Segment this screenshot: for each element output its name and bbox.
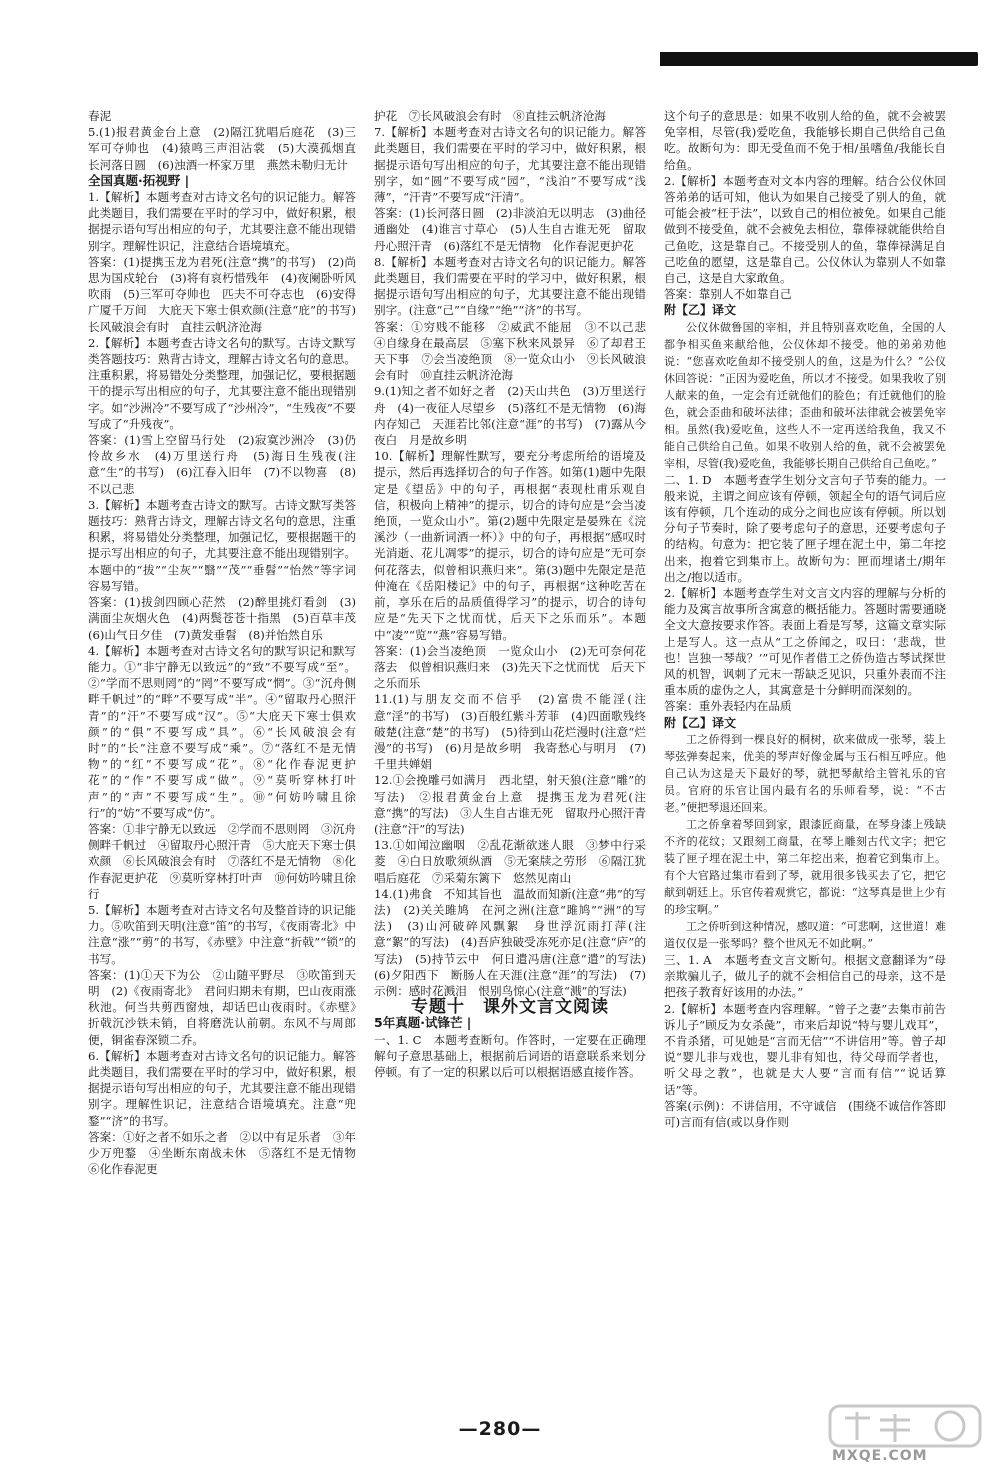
paragraph: 9.(1)知之者不如好之者 (2)天山共色 (3)万里送行舟 (4)一夜征人尽望乡 (5)落红不是无情物 (6)海内存知己 天涯若比邻(注意“涯”的书写) (7)露从今夜白 月是故乡明	[374, 384, 646, 448]
column-middle	[374, 108, 658, 1448]
page-number: —280—	[458, 1418, 542, 1440]
paragraph: 2.【解析】本题考查对文本内容的理解。结合公仪休回答弟弟的话可知，他认为如果自己接受了别人的鱼，就可能会被“枉于法”，以致自己的相位被免。如果自己能做到不接受鱼，就不会被免去相位，靠俸禄就能供给自己鱼吃，这是靠自己。不接受别人的鱼，靠俸禄满足自己吃鱼的愿望，这是靠自己。公仪休认为靠别人不如靠自己，这是自大家敢鱼。	[664, 173, 946, 286]
paragraph: 13.①如闻泣幽咽 ②乱花渐欲迷人眼 ③梦中行采菱 ④白日放歌须纵酒 ⑤无案牍之劳形 ⑥隔江犹唱后庭花 ⑦采菊东篱下 悠然见南山	[374, 838, 646, 885]
answer-paragraph: 答案：(1)长河落日圆 (2)非淡泊无以明志 (3)曲径通幽处 (4)谁言寸草心 (5)人生自古谁无死 留取丹心照汗青 (6)落红不是无情物 化作春泥更护花	[374, 206, 646, 253]
watermark-text: MXQE.COM	[832, 1448, 928, 1464]
answer-paragraph: 答案：(1)提携玉龙为君死(注意“携”的书写) (2)尚思为国戍轮台 (3)将有哀朽惜残年 (4)夜阑卧听风吹雨 (5)三军可夺帅也 匹夫不可夺志也 (6)安得广厦千万间 大庇天下寒士俱欢颜(注意“庇”的书写) 长风破浪会有时 直挂云帆济沧海	[88, 254, 368, 334]
translation-paragraph: 工之侨得到一棵良好的桐树，砍来做成一张琴，装上琴弦弹奏起来，优美的琴声好像金属与玉石相互呼应。他自己认为这是天下最好的琴，就把琴献给主管礼乐的官员。官府的乐官让国内最有名的乐师看琴，说：“不古老。”便把琴退还回来。	[664, 732, 946, 814]
translation-paragraph: 工之侨拿着琴回到家，跟漆匠商量，在琴身漆上残缺不齐的花纹；又跟刻工商量，在琴上雕刻古代文字；把它装了匣子埋在泥土中，第二年挖出来，抱着它到集市上。有个大官路过集市看到了琴，就用很多钱买去了它，把它献到朝廷上。乐官传着观赏它，都说：“这琴真是世上少有的珍宝啊。”	[664, 817, 946, 916]
column-left	[88, 108, 368, 1448]
translation-paragraph: 公仪休做鲁国的宰相，并且特别喜欢吃鱼，全国的人都争相买鱼来献给他，公仪休却不接受。他的弟弟劝他说：“您喜欢吃鱼却不接受别人的鱼，这是为什么？”公仪休回答说：“正因为爱吃鱼，所以才不接受。如果我收了别人献来的鱼，一定会有迁就他们的脸色；有迁就他们的脸色，就会歪曲和破坏法律；歪曲和破坏法律就会被罢免宰相。虽然(我)爱吃鱼，这些人不一定再送给我鱼，我又不能自己供给自己鱼。如果不收别人给的鱼，就不会被罢免宰相，尽管(我)爱吃鱼，我能够长期自己供给自己鱼吃。”	[664, 320, 946, 470]
header-bar	[660, 52, 978, 66]
section-heading: 5年真题·试锋芒 |	[374, 1015, 472, 1031]
paragraph: 春泥	[88, 109, 112, 123]
translation-heading: 附【乙】译文	[664, 303, 737, 318]
answer-paragraph: 答案：①穷贱不能移 ②威武不能屈 ③不以己悲 ④自缘身在最高层 ⑤塞下秋来风景异 ⑥了却君王天下事 ⑦会当凌绝顶 ⑧一览众山小 ⑨长风破浪会有时 ⑩直挂云帆济沧海	[374, 319, 658, 383]
paragraph: 2.【解析】本题考查内容理解。“曾子之妻”去集市前告诉儿子“顾反为女杀彘”，市来后却说“特与婴儿戏耳”，不肯杀猪，可见她是“言而无信”“不讲信用”等。曾子却说“婴儿非与戏也，婴儿非有知也，待父母而学者也，听父母之教”，也就是大人要“言而有信”“说话算话”等。	[664, 1001, 946, 1097]
answer-paragraph: 答案：①好之者不如乐之者 ②以中有足乐者 ③年少万兜鍪 ④坐断东南战未休 ⑤落红不是无情物 ⑥化作春泥更	[88, 1129, 368, 1177]
paragraph: 二、1. D 本题考查学生划分文言句子节奏的能力。一般来说，主谓之间应该有停顿，领起全句的语气词后应该有停顿，几个连动的成分之间也应该有停顿。所以划分句子节奏时，除了要考虑句子的意思，还要考虑句子的结构。句意为：把它装了匣子埋在泥土中，第二年挖出来，抱着它到集市上。故断句为：匣而埋诸土/期年出之/抱以适市。	[664, 472, 946, 584]
paragraph: 护花 ⑦长风破浪会有时 ⑧直挂云帆济沧海	[374, 109, 606, 123]
paragraph: 14.(1)弗食 不知其旨也 温故而知新(注意“弗”的写法) (2)关关雎鸠 在河之洲(注意“雎鸠”“洲”的写法) (3)山河破碎风飘絮 身世浮沉雨打萍(注意“絮”的写法) (4)吾庐独破受冻死亦足(注意“庐”的写法) (5)持节云中 何日遣冯唐(注意“遣”的写法) (6)夕阳西下 断肠人在天涯(注意“涯”的写法) (7)示例：感时花溅泪 恨别鸟惊心(注意“溅”的写法)	[374, 886, 658, 998]
paragraph: 3.【解析】本题考查古诗文的默写。古诗文默写类答题技巧：熟背古诗文，理解古诗文名句的意思，注重积累，将易错处分类整理，加强记忆，要根据题干的提示写出相应的句子，尤其要注意不能出现错别字。本题中的“拔”“尘灰”“翳”“茂”“垂髫”“怡然”等字词容易写错。	[88, 497, 356, 593]
answer-paragraph: 答案：(1)①天下为公 ②山随平野尽 ③吹笛到天明 (2)《夜雨寄北》 君问归期未有期，巴山夜雨涨秋池。何当共剪西窗烛，却话巴山夜雨时。《赤壁》 折戟沉沙铁未销，自将磨洗认前朝。东风不与周郎便，铜雀春深锁二乔。	[88, 967, 368, 1047]
paragraph: 12.①会挽雕弓如满月 西北望，射天狼(注意“雕”的写法) ②报君黄金台上意 提携玉龙为君死(注意“携”的写法) ③人生自古谁无死 留取丹心照汗青(注意“汗”的写法)	[374, 773, 646, 836]
paragraph: 三、1. A 本题考查文言文断句。根据文意翻译为“母亲欺骗儿子，做儿子的就不会相信自己的母亲，这不是把孩子教育好该用的办法。”	[664, 952, 946, 1000]
answer-paragraph: 答案：①非宁静无以致远 ②学而不思则罔 ③沉舟侧畔千帆过 ④留取丹心照汗青 ⑤大庇天下寒士俱欢颜 ⑥长风破浪会有时 ⑦落红不是无情物 ⑧化作春泥更护花 ⑨莫听穿林打叶声 ⑩何妨吟啸且徐行	[88, 821, 356, 901]
paragraph: 10.【解析】理解性默写，要充分考虑所给的语境及提示，然后再选择切合的句子作答。如第(1)题中先限定是《望岳》中的句子，再根据“表现杜甫乐观自信，积极向上精神”的提示，切合的诗句应是“会当凌绝顶，一览众山小”。第(2)题中先限定是晏殊在《浣溪沙（一曲新词酒一杯）》中的句子，再根据“感叹时光消逝、花儿凋零”的提示，切合的诗句应是“无可奈何花落去，似曾相识燕归来”。第(3)题中先限定是范仲淹在《岳阳楼记》中的句子，再根据“这种吃苦在前，享乐在后的品质值得学习”的提示，切合的诗句应是“先天下之忧而忧，后天下之乐而乐”。本题中“凌”“览”“燕”容易写错。	[374, 449, 646, 642]
translation-heading: 附【乙】译文	[664, 715, 737, 730]
paragraph: 2.【解析】本题考查古诗文名句的默写。古诗文默写类答题技巧：熟背古诗文，理解古诗文名句的意思。注重积累，将易错处分类整理，加强记忆，要根据题干的提示写出相应的句子，尤其要注意不能出现错别字。如“沙洲冷”不要写成了“沙州冷”，“生残夜”不要写成了“升残夜”。	[88, 335, 356, 431]
paragraph: 1.【解析】本题考查对古诗文名句的识记能力。解答此类题目，我们需要在平时的学习中，做好积累，根据提示语句写出相应的句子，尤其要注意不能出现错别字。理解性识记，注意结合语境填充。	[88, 190, 356, 253]
answer-paragraph: 答案：重外表轻内在品质	[664, 699, 792, 714]
section-heading: 全国真题·拓视野 |	[88, 172, 190, 188]
paragraph: 5.(1)报君黄金台上意 (2)隔江犹唱后庭花 (3)三军可夺帅也 (4)猿鸣三声泪沾裳 (5)大漠孤烟直 长河落日圆 (6)浊酒一杯家万里 燕然未勒归无计	[88, 125, 368, 172]
paragraph: 11.(1)与朋友交而不信乎 (2)富贵不能淫(注意“淫”的书写) (3)百般红紫斗芳菲 (4)四面歌残终破楚(注意“楚”的书写) (5)待到山花烂漫时(注意“烂漫”的书写) (6)月是故乡明 我寄愁心与明月 (7)千里共婵娟	[374, 692, 646, 772]
answer-paragraph: 答案：(1)拔剑四顾心茫然 (2)醉里挑灯看剑 (3)满面尘灰烟火色 (4)两鬓苍苍十指黑 (5)百草丰茂 (6)山气日夕佳 (7)黄发垂髫 (8)并怡然自乐	[88, 595, 368, 642]
translation-paragraph: 工之侨听到这种情况，感叹道：“可悲啊，这世道！难道仅仅是一张琴吗？整个世风无不如此啊。”	[664, 919, 946, 950]
paragraph: 2.【解析】本题考查学生对文言文内容的理解与分析的能力及寓言故事所含寓意的概括能力。答题时需要通晓全文大意按要求作答。表面上看是写琴，这篇文章实际上是写人。这一点从“工之侨闻之，叹曰：‘悲哉，世也！岂独一琴哉？’”可见作者借工之侨伪造古琴试探世风的机智，讽刺了元末一帮缺乏见识，只重外表而不注重本质的虚伪之人，其寓意是十分鲜明而深刻的。	[664, 586, 946, 698]
answer-paragraph: 答案：(1)会当凌绝顶 一览众山小 (2)无可奈何花落去 似曾相识燕归来 (3)先天下之忧而忧 后天下之乐而乐	[374, 643, 646, 691]
paragraph: 5.【解析】本题考查对古诗文名句及整首诗的识记能力。⑤吹笛到天明(注意“笛”的书写，《夜雨寄北》中注意“涨”“剪”的书写，《赤壁》中注意“折戟”“锁”的书写。	[88, 902, 356, 966]
answer-paragraph: 答案(示例)：不讲信用，不守诚信 (围绕不诚信作答即可)言而有信(或以身作则	[664, 1098, 946, 1129]
column-right	[664, 108, 946, 1448]
paragraph: 一、1. C 本题考查断句。作答时，一定要在正确理解句子意思基础上，根据前后词语的语意联系来划分停顿。有了一定的积累以后可以根据语感直接作答。	[374, 1032, 646, 1079]
paragraph: 6.【解析】本题考查对古诗文名句的识记能力。解答此类题目，我们需要在平时的学习中，做好积累，根据提示语句写出相应的句子，尤其要注意不能出现错别字。理解性识记，注意结合语境填充。注意“兜鍪”“济”的书写。	[88, 1048, 356, 1128]
paragraph: 7.【解析】本题考查对古诗文名句的识记能力。解答此类题目，我们需要在平时的学习中，做好积累，根据提示语句写出相应的句子，尤其要注意不能出现错别字，如“圆”不要写成“园”，“浅泊”不要写成“浅薄”，“汗青”不要写成“汗清”。	[374, 125, 646, 205]
paragraph: 8.【解析】本题考查对古诗文名句的识记能力。解答此类题目，我们需要在平时的学习中，做好积累，根据提示语句写出相应的句子，尤其要注意不能出现错别字。(注意“己”“自缘”“绝”“济”的书写。	[374, 254, 646, 318]
answer-paragraph: 答案：靠别人不如靠自己	[664, 287, 792, 302]
paragraph: 4.【解析】本题考查对古诗文名句的默写识记和默写能力。①“非宁静无以致远”的“致”不要写成“至”。②“学而不思则罔”的“罔”不要写成“惘”。③“沉舟侧畔千帆过”的“畔”不要写成“半”。④“留取丹心照汗青”的“汗”不要写成“汉”。⑤“大庇天下寒士俱欢颜”的“俱”不要写成“具”。⑥“长风破浪会有时”的“长”注意不要写成“乘”。⑦“落红不是无情物”的“红”不要写成“花”。⑧“化作春泥更护花”的“作”不要写成“做”。⑨“莫听穿林打叶声”的“声”不要写成“生”。⑩“何妨吟啸且徐行”的“妨”不要写成“仿”。	[88, 643, 356, 820]
chapter-title: 专题十 课外文言文阅读	[411, 997, 609, 1018]
answer-paragraph: 答案：(1)雪上空留马行处 (2)寂寞沙洲冷 (3)仍怜故乡水 (4)万里送行舟 (5)海日生残夜(注意“生”的书写) (6)江春入旧年 (7)不以物喜 (8)不以己悲	[88, 433, 356, 496]
paragraph: 这个句子的意思是：如果不收别人给的鱼，就不会被罢免宰相，尽管(我)爱吃鱼，我能够长期自己供给自己鱼吃。故断句为：即无受鱼而不免于相/虽嗜鱼/我能长自给鱼。	[664, 109, 946, 172]
